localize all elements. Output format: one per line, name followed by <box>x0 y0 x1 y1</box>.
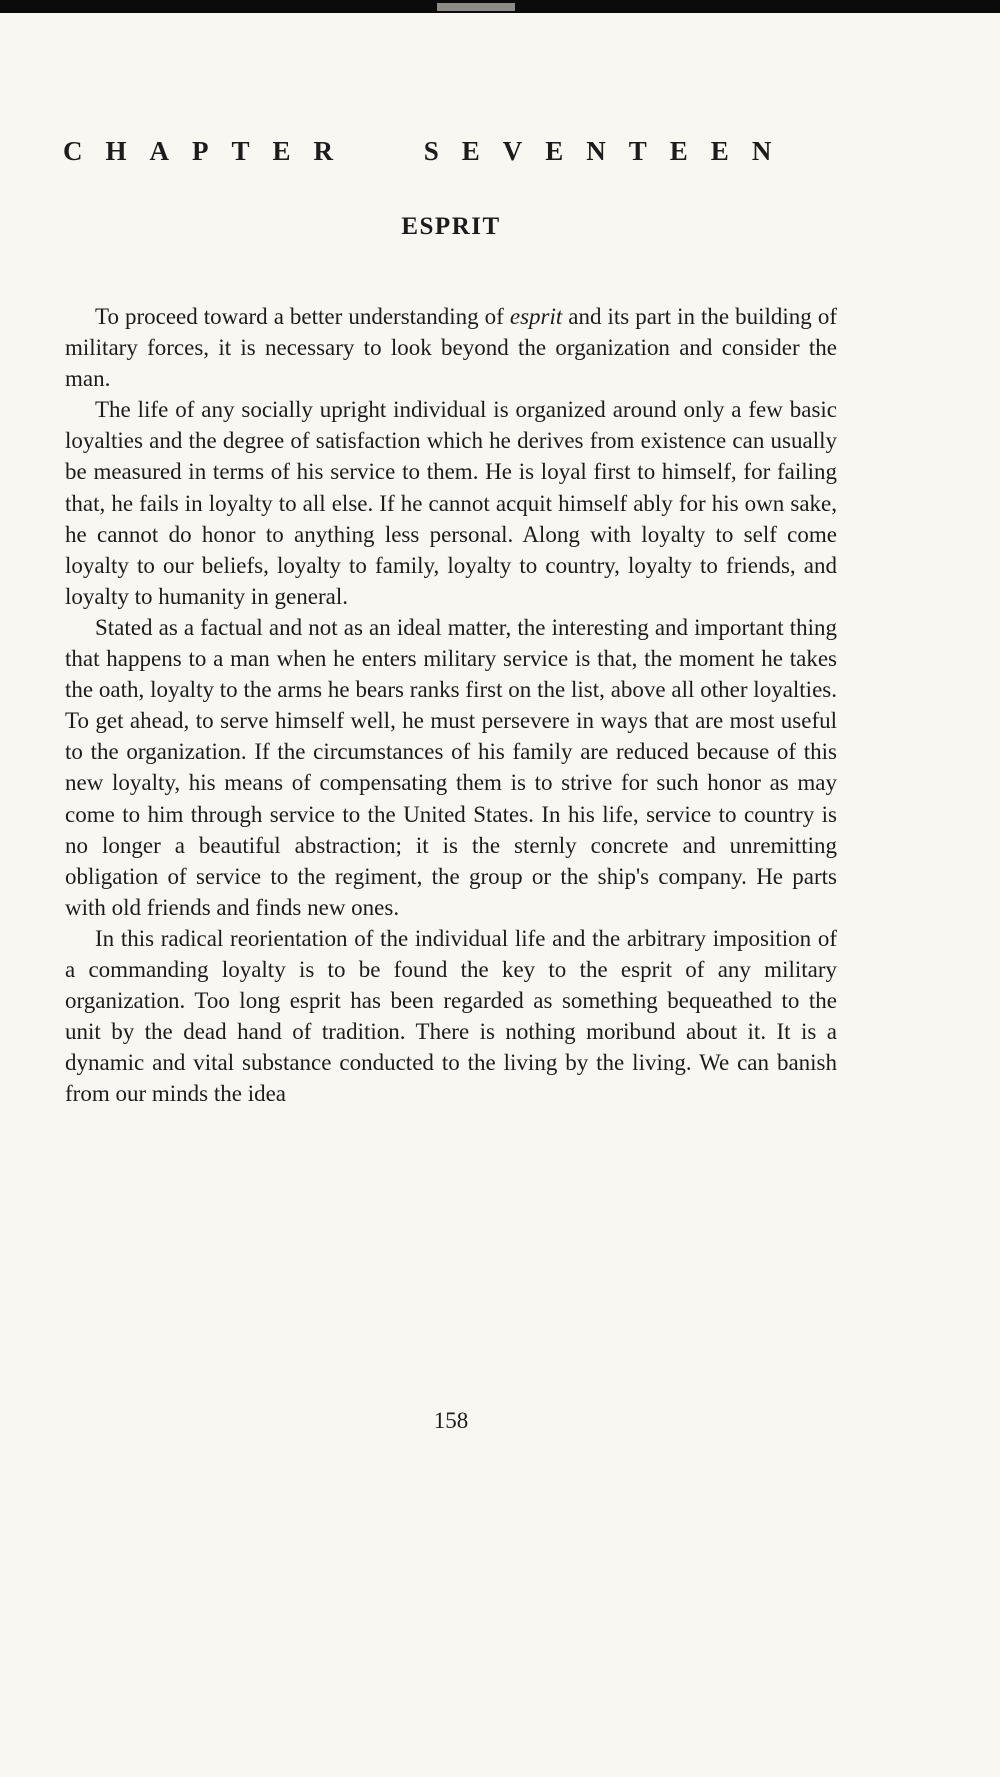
paragraph <box>65 394 837 612</box>
text-segment: To proceed toward a better understanding of <box>95 304 510 329</box>
scan-edge-notch <box>437 3 515 11</box>
italic-text: esprit <box>509 304 563 329</box>
paragraph <box>65 923 837 1110</box>
text-segment: and its part in the building of military forces, it is necessary to look beyond the organization and consider the man. <box>65 304 837 392</box>
chapter-title: ESPRIT <box>401 213 501 240</box>
paragraph <box>65 301 837 394</box>
scan-edge-artifact <box>0 0 1000 13</box>
text-segment: Stated as a factual and not as an ideal matter, the interesting and important thing that happens to a man when he enters military service is that, the moment he takes the oath, loyalty to the arms he bears ranks first on the list, above all other loyalties. To get ahead, to serve himself well, he must persevere in ways that are most useful to the organization. If the circumstances of his family are reduced because of this new loyalty, his means of compensating them is to strive for such honor as may come to him through service to the United States. In his life, service to country is no longer a beautiful abstraction; it is the sternly concrete and unremitting obligation of service to the regiment, the group or the ship's company. He parts with old friends and finds new ones. <box>65 614 837 920</box>
text-segment: The life of any socially upright individual is organized around only a few basic loyalties and the degree of satisfaction which he derives from existence can usually be measured in terms of his service to them. He is loyal first to himself, for failing that, he fails in loyalty to all else. If he cannot acquit himself ably for his own sake, he cannot do honor to anything less personal. Along with loyalty to self come loyalty to our beliefs, loyalty to family, loyalty to country, loyalty to friends, and loyalty to humanity in general. <box>65 397 837 609</box>
paragraph <box>65 612 837 923</box>
text-segment: In this radical reorientation of the individual life and the arbitrary imposition of a commanding loyalty is to be found the key to the esprit of any military organization. Too long esprit has been regarded as something bequeathed to the unit by the dead hand of tradition. There is nothing moribund about it. It is a dynamic and vital substance conducted to the living by the living. We can banish from our minds the idea <box>65 925 837 1107</box>
page-number: 158 <box>433 1408 469 1433</box>
body-text <box>65 301 837 1109</box>
chapter-heading: CHAPTER SEVENTEEN <box>63 136 795 166</box>
